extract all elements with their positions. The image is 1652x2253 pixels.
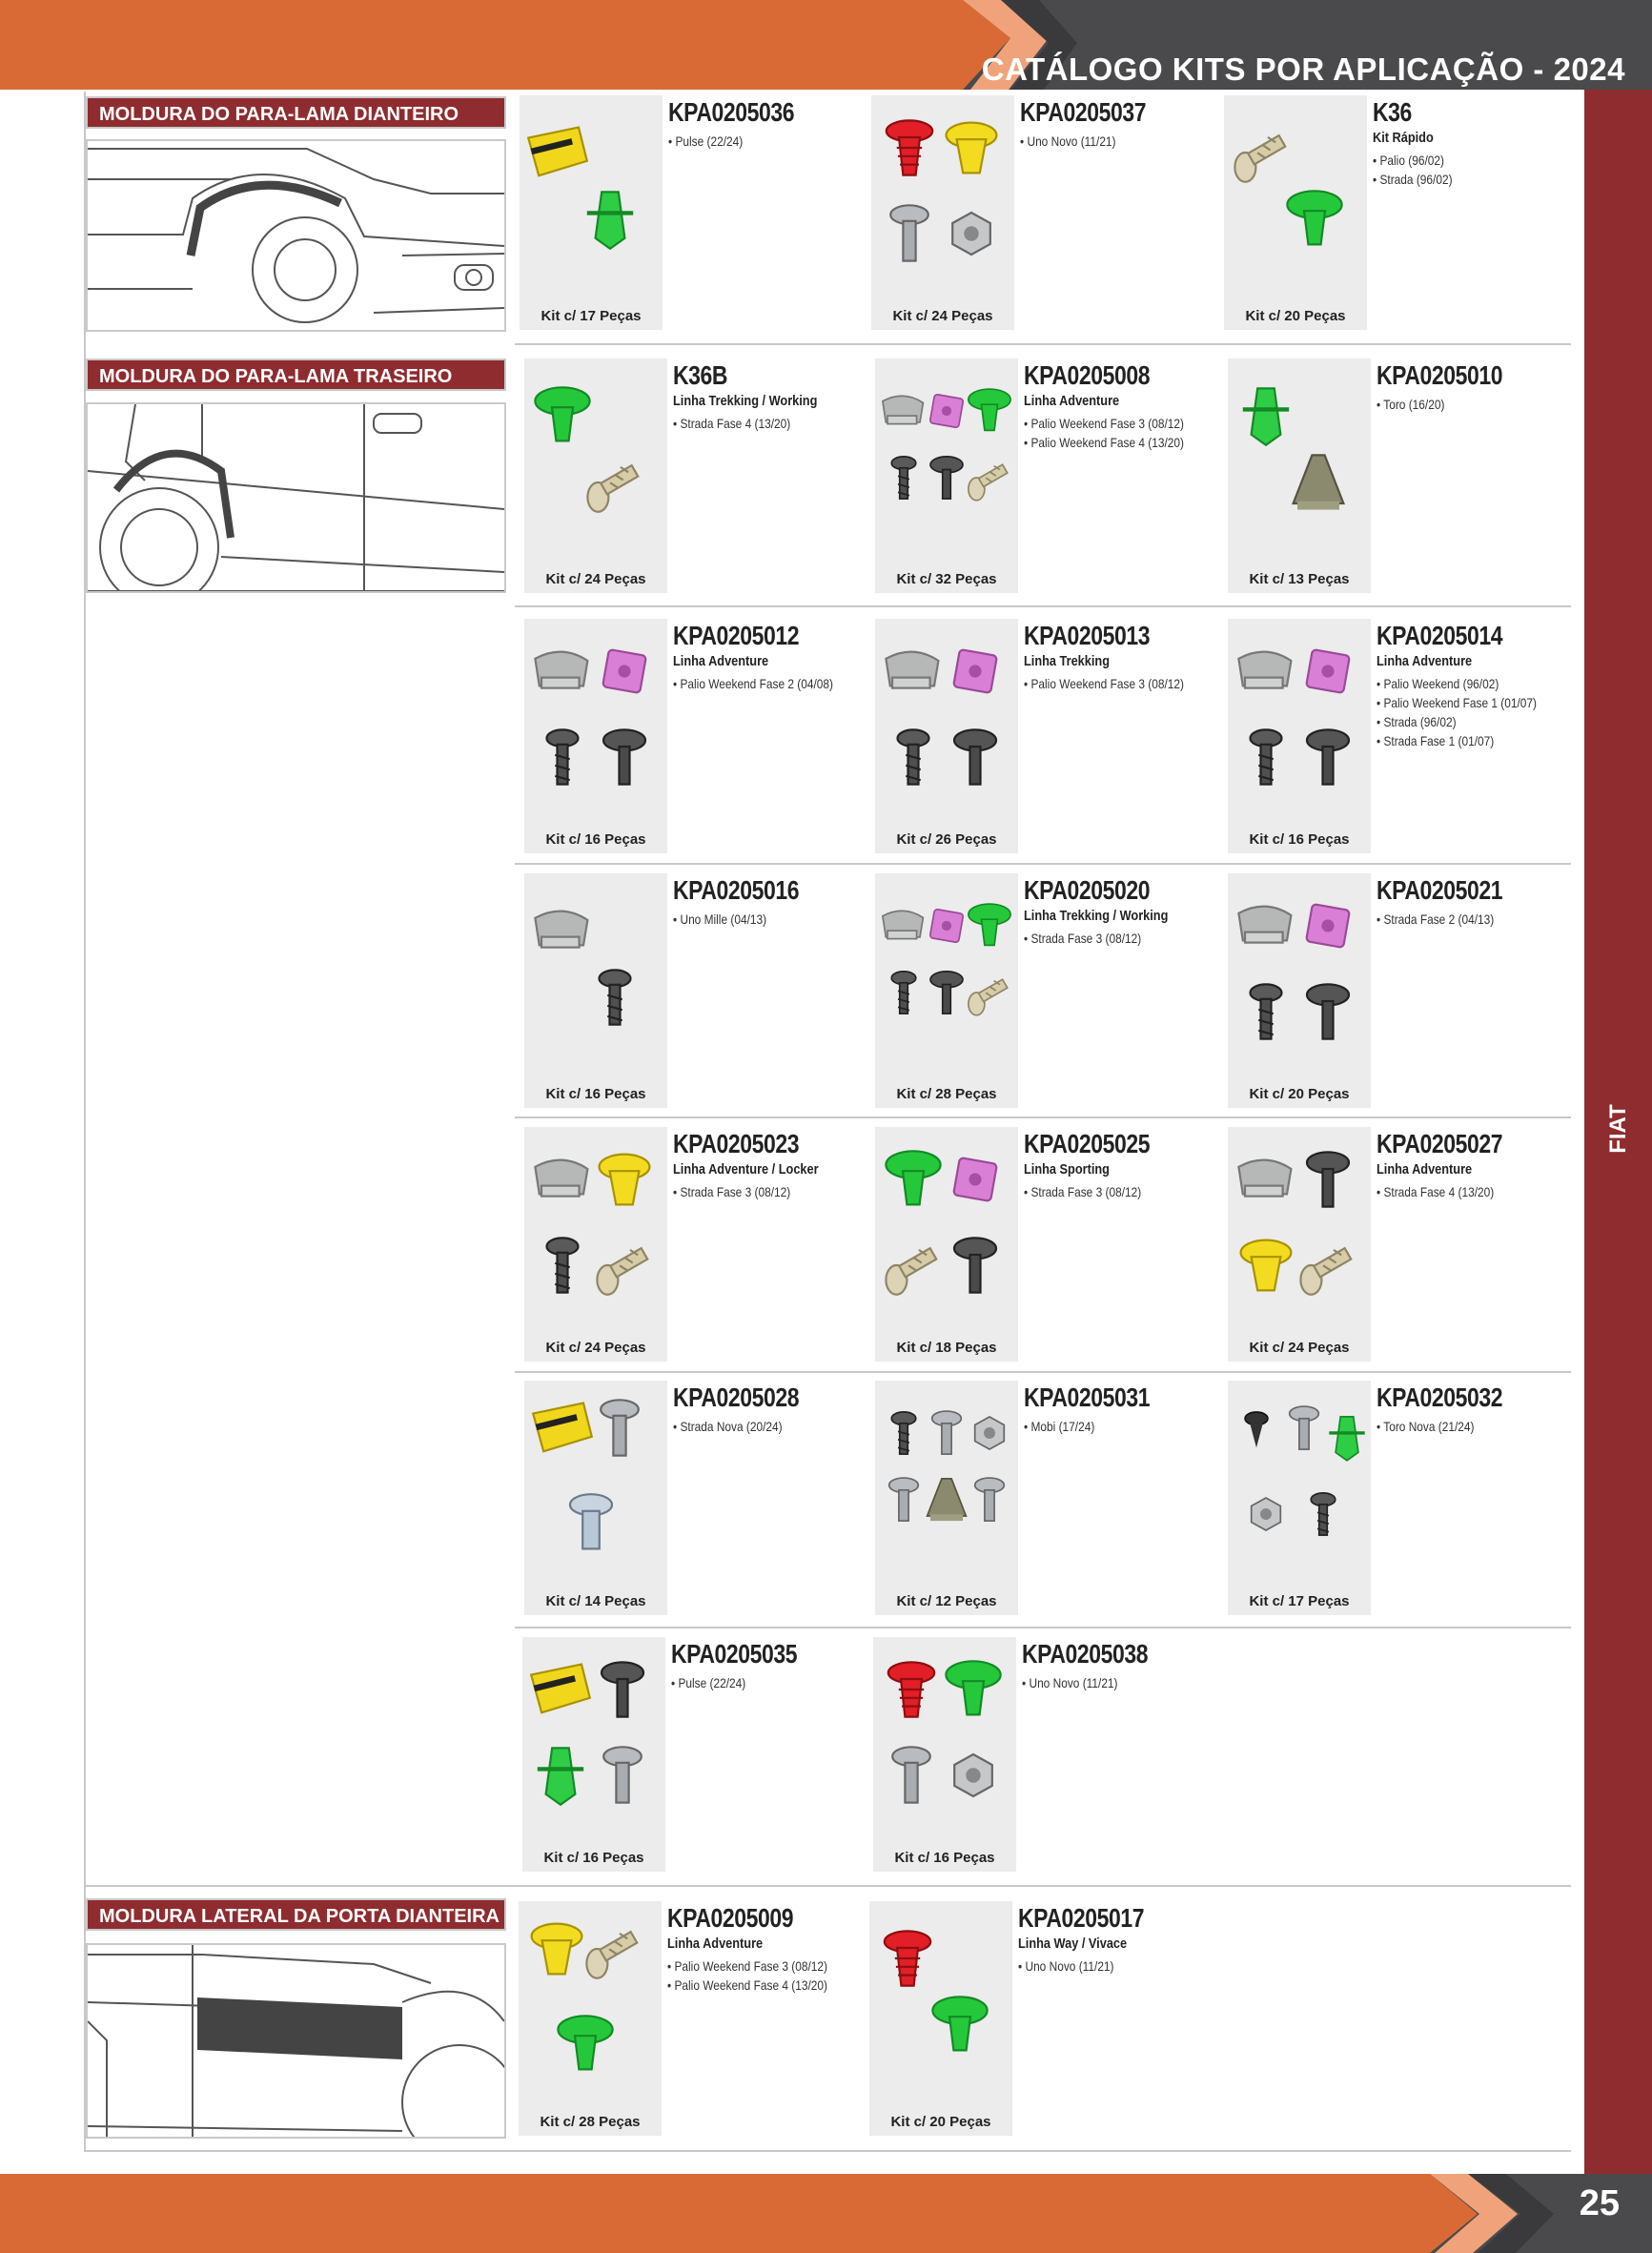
kit-application: • Strada Fase 4 (13/20) [673, 416, 791, 431]
row-divider [515, 1627, 1571, 1628]
kit-quantity: Kit c/ 24 Peças [545, 1340, 646, 1356]
kit-product-line: Linha Adventure [667, 1936, 764, 1952]
kit-quantity: Kit c/ 32 Peças [896, 571, 997, 587]
kit-quantity: Kit c/ 24 Peças [892, 308, 993, 324]
kit-product-line: Linha Sporting [1024, 1161, 1110, 1178]
kit-code: KPA0205008 [1024, 360, 1151, 390]
kit-code: KPA0205017 [1018, 1903, 1145, 1933]
kit-application: • Strada Nova (20/24) [673, 1419, 783, 1434]
kit-quantity: Kit c/ 13 Peças [1249, 571, 1350, 587]
kit-card[interactable] [1228, 1127, 1571, 1365]
kit-product-line: Linha Adventure [673, 653, 769, 669]
kit-card[interactable] [1228, 358, 1571, 597]
kit-card[interactable] [524, 1381, 867, 1619]
kit-card[interactable] [875, 1381, 1218, 1619]
kit-code: KPA0205025 [1024, 1129, 1151, 1158]
kit-card[interactable] [522, 1637, 866, 1875]
kit-product-image [524, 1127, 667, 1362]
kit-code: KPA0205021 [1377, 875, 1503, 905]
section-divider [84, 1885, 1571, 1887]
kit-card[interactable] [1228, 873, 1571, 1112]
kit-code: KPA0205037 [1020, 97, 1147, 127]
kit-product-line: Linha Trekking / Working [673, 393, 818, 409]
kit-quantity: Kit c/ 20 Peças [1249, 1086, 1350, 1102]
frame-left-line [84, 92, 86, 2151]
kit-quantity: Kit c/ 16 Peças [894, 1850, 995, 1866]
frame-bottom-line [84, 2150, 1571, 2152]
kit-quantity: Kit c/ 20 Peças [1245, 308, 1346, 324]
kit-quantity: Kit c/ 14 Peças [545, 1593, 646, 1609]
kit-code: KPA0205035 [671, 1639, 798, 1669]
kit-card[interactable] [524, 358, 867, 597]
kit-application: • Palio Weekend Fase 4 (13/20) [667, 1977, 827, 1993]
kit-product-image [1228, 1381, 1371, 1615]
kit-code: KPA0205028 [673, 1383, 800, 1412]
catalog-title: CATÁLOGO KITS POR APLICAÇÃO - 2024 [981, 51, 1625, 87]
kit-card[interactable] [875, 873, 1218, 1112]
kit-application: • Toro (16/20) [1377, 397, 1445, 412]
kit-application: • Mobi (17/24) [1024, 1419, 1095, 1434]
kit-product-image [1228, 358, 1371, 593]
kit-product-line: Linha Trekking / Working [1024, 908, 1169, 924]
kit-code: KPA0205031 [1024, 1383, 1151, 1412]
kit-quantity: Kit c/ 24 Peças [545, 571, 646, 587]
kit-application: • Strada Fase 2 (04/13) [1377, 911, 1495, 927]
kit-product-image [1228, 1127, 1371, 1362]
kit-code: K36 [1373, 97, 1412, 127]
kit-application: • Palio Weekend Fase 3 (08/12) [1024, 416, 1184, 431]
kit-card[interactable] [875, 358, 1218, 597]
kit-quantity: Kit c/ 16 Peças [1249, 831, 1350, 848]
kit-card[interactable] [1228, 619, 1571, 857]
kit-code: KPA0205036 [668, 97, 795, 127]
kit-quantity: Kit c/ 18 Peças [896, 1340, 997, 1356]
kit-product-image [875, 619, 1018, 853]
kit-application: • Palio (96/02) [1373, 153, 1444, 168]
kit-card[interactable] [871, 95, 1214, 334]
kit-application: • Pulse (22/24) [671, 1675, 746, 1690]
kit-code: KPA0205038 [1022, 1639, 1149, 1669]
kit-quantity: Kit c/ 26 Peças [896, 831, 997, 848]
kit-quantity: Kit c/ 16 Peças [543, 1850, 644, 1866]
kit-code: K36B [673, 360, 728, 390]
kit-application: • Strada (96/02) [1373, 172, 1453, 187]
kit-product-image [871, 95, 1014, 330]
kit-code: KPA0205023 [673, 1129, 800, 1158]
kit-product-image [875, 358, 1018, 593]
kit-product-image [873, 1637, 1016, 1872]
kit-product-image [869, 1901, 1012, 2136]
kit-code: KPA0205014 [1377, 621, 1503, 650]
kit-card[interactable] [869, 1901, 1213, 2140]
kit-card[interactable] [519, 1901, 862, 2140]
kit-product-image [1224, 95, 1367, 330]
kit-application: • Strada (96/02) [1377, 714, 1457, 729]
kit-quantity: Kit c/ 17 Peças [540, 308, 642, 324]
kit-quantity: Kit c/ 16 Peças [545, 831, 646, 848]
row-divider [515, 1371, 1571, 1373]
kit-application: • Palio Weekend Fase 4 (13/20) [1024, 435, 1184, 450]
row-divider [515, 343, 1571, 345]
kit-product-image [519, 1901, 662, 2136]
kit-application: • Palio Weekend Fase 3 (08/12) [1024, 676, 1184, 691]
row-divider [515, 863, 1571, 865]
kit-card[interactable] [875, 1127, 1218, 1365]
kit-application: • Palio Weekend (96/02) [1377, 676, 1499, 691]
kit-application: • Palio Weekend Fase 3 (08/12) [667, 1958, 827, 1974]
kit-product-image [875, 1381, 1018, 1615]
kit-code: KPA0205020 [1024, 875, 1151, 905]
car-illustration-front-door [86, 1943, 506, 2139]
kit-product-image [524, 873, 667, 1108]
kit-quantity: Kit c/ 20 Peças [890, 2114, 991, 2130]
section-title-front-fender: MOLDURA DO PARA-LAMA DIANTEIRO [86, 96, 506, 129]
kit-code: KPA0205010 [1377, 360, 1503, 390]
kit-product-image [1228, 619, 1371, 853]
brand-label: FIAT [1605, 1104, 1631, 1154]
kit-product-image [520, 95, 663, 330]
kit-product-image [522, 1637, 665, 1872]
kit-product-line: Linha Way / Vivace [1018, 1936, 1128, 1952]
kit-product-line: Kit Rápido [1373, 130, 1434, 146]
car-illustration-front-fender [86, 139, 506, 332]
kit-card[interactable] [1224, 95, 1567, 334]
kit-product-line: Linha Adventure [1377, 653, 1473, 669]
kit-card[interactable] [520, 95, 863, 334]
section-title-front-door: MOLDURA LATERAL DA PORTA DIANTEIRA [86, 1898, 506, 1931]
kit-product-line: Linha Trekking [1024, 653, 1110, 669]
kit-code: KPA0205009 [667, 1903, 794, 1933]
kit-code: KPA0205027 [1377, 1129, 1503, 1158]
page-number: 25 [1579, 2183, 1620, 2223]
kit-quantity: Kit c/ 28 Peças [896, 1086, 997, 1102]
kit-product-image [524, 358, 667, 593]
row-divider [515, 1116, 1571, 1118]
kit-card[interactable] [873, 1637, 1216, 1875]
kit-card[interactable] [524, 619, 867, 857]
kit-application: • Uno Novo (11/21) [1018, 1958, 1114, 1974]
kit-quantity: Kit c/ 24 Peças [1249, 1340, 1350, 1356]
kit-quantity: Kit c/ 17 Peças [1249, 1593, 1350, 1609]
kit-application: • Strada Fase 4 (13/20) [1377, 1184, 1495, 1199]
kit-application: • Palio Weekend Fase 2 (04/08) [673, 676, 833, 691]
kit-application: • Uno Novo (11/21) [1020, 133, 1116, 149]
kit-application: • Uno Novo (11/21) [1022, 1675, 1118, 1690]
kit-quantity: Kit c/ 16 Peças [545, 1086, 646, 1102]
kit-product-image [875, 1127, 1018, 1362]
kit-quantity: Kit c/ 28 Peças [540, 2114, 641, 2130]
kit-code: KPA0205032 [1377, 1383, 1503, 1412]
kit-application: • Strada Fase 3 (08/12) [673, 1184, 791, 1199]
kit-product-image [1228, 873, 1371, 1108]
kit-product-line: Linha Adventure [1024, 393, 1120, 409]
kit-application: • Uno Mille (04/13) [673, 911, 767, 927]
row-divider [515, 605, 1571, 607]
page-footer [0, 2174, 1652, 2253]
kit-code: KPA0205016 [673, 875, 800, 905]
kit-card[interactable] [1228, 1381, 1571, 1619]
kit-card[interactable] [875, 619, 1218, 857]
kit-application: • Strada Fase 3 (08/12) [1024, 931, 1142, 946]
section-title-rear-fender: MOLDURA DO PARA-LAMA TRASEIRO [86, 358, 506, 391]
kit-quantity: Kit c/ 12 Peças [896, 1593, 997, 1609]
kit-application: • Pulse (22/24) [668, 133, 744, 149]
kit-product-image [524, 1381, 667, 1615]
kit-card[interactable] [524, 1127, 867, 1365]
kit-application: • Strada Fase 3 (08/12) [1024, 1184, 1142, 1199]
car-illustration-rear-fender [86, 402, 506, 593]
kit-code: KPA0205013 [1024, 621, 1151, 650]
kit-application: • Strada Fase 1 (01/07) [1377, 733, 1495, 748]
kit-application: • Palio Weekend Fase 1 (01/07) [1377, 695, 1537, 710]
kit-product-image [875, 873, 1018, 1108]
kit-card[interactable] [524, 873, 867, 1112]
kit-product-line: Linha Adventure [1377, 1161, 1473, 1178]
kit-application: • Toro Nova (21/24) [1377, 1419, 1475, 1434]
kit-product-line: Linha Adventure / Locker [673, 1161, 819, 1178]
kit-product-image [524, 619, 667, 853]
kit-code: KPA0205012 [673, 621, 800, 650]
